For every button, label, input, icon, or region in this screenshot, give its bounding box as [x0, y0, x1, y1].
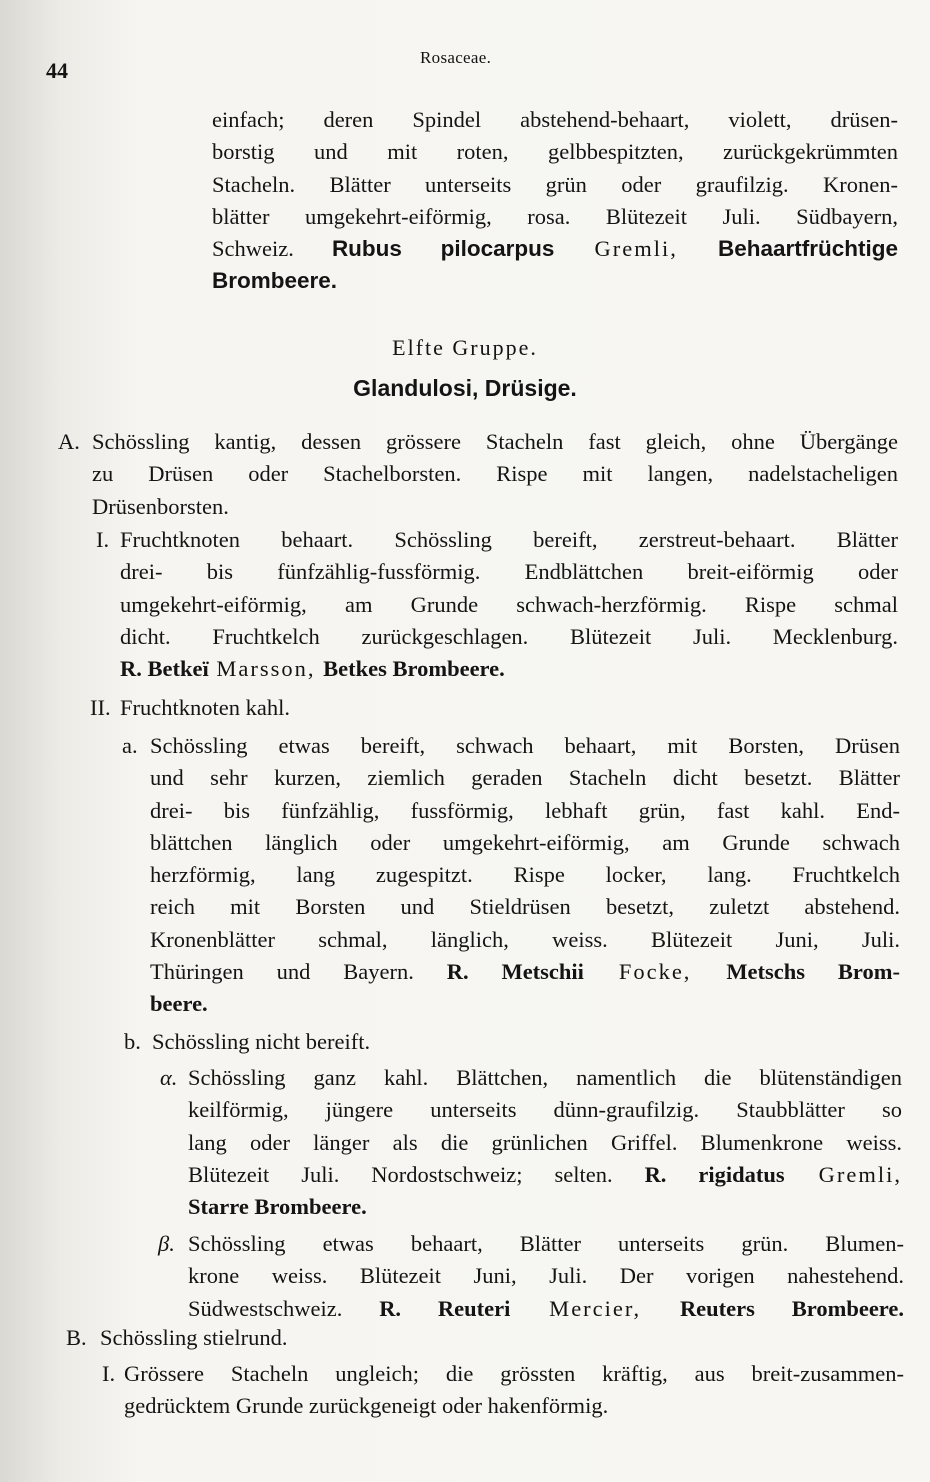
section-label: β. — [158, 1231, 175, 1256]
intro-paragraph — [212, 104, 898, 298]
species-name: R. rigidatus — [644, 1161, 785, 1187]
text-line — [150, 988, 900, 1020]
text-line: und sehr kurzen, ziemlich geraden Stacheln dicht besetzt. Blätter — [150, 765, 900, 791]
section-a-ii-a-paragraph — [150, 730, 900, 1021]
group-title: Elfte Gruppe. — [392, 335, 538, 360]
text-line: Grössere Stacheln ungleich; die grössten kräftig, aus breit-zusammen- — [124, 1361, 904, 1386]
section-a-ii-b-paragraph — [152, 1026, 900, 1058]
text-line: Stacheln. Blätter unterseits grün oder graufilzig. Kronen- — [212, 171, 898, 197]
author-name: Focke, — [583, 959, 727, 985]
text-line: drei- bis fünfzählig-fussförmig. Endblättchen breit-eiförmig oder — [120, 559, 898, 585]
section-label: A. — [58, 429, 80, 454]
common-name: Metschs Brom- — [726, 959, 900, 985]
text-line — [120, 653, 898, 685]
text-line: drei- bis fünfzählig, fussförmig, lebhaft grün, fast kahl. End- — [150, 797, 900, 823]
section-beta-paragraph — [188, 1228, 904, 1325]
species-name: R. Reuteri — [379, 1295, 511, 1321]
common-name: Behaartfrüchtige — [717, 236, 898, 262]
text-line: lang oder länger als die grünlichen Griffel. Blumenkrone weiss. — [188, 1129, 902, 1155]
page-header — [0, 44, 930, 84]
text-line: Südwestschweiz. R. Reuteri Mercier, Reuters Brombeere. — [188, 1295, 904, 1321]
text-line: borstig und mit roten, gelbbespitzten, zurückgekrümmten — [212, 139, 898, 165]
text-line: einfach; deren Spindel abstehend-behaart, violett, drüsen- — [212, 107, 898, 132]
text-line: blättchen länglich oder umgekehrt-eiförmig, am Grunde schwach — [150, 829, 900, 855]
running-head: Rosaceae. — [420, 48, 492, 67]
common-name: Brombeere. — [212, 268, 338, 294]
common-name: Starre Brombeere. — [188, 1194, 367, 1220]
text-line: herzförmig, lang zugespitzt. Rispe locker, lang. Fruchtkelch — [150, 862, 900, 888]
text-line: keilförmig, jüngere unterseits dünn-graufilzig. Staubblätter so — [188, 1097, 902, 1123]
author-name: Marsson, — [208, 656, 324, 682]
common-name: beere. — [150, 991, 208, 1017]
author-name: Mercier, — [510, 1295, 680, 1321]
section-label: α. — [160, 1065, 178, 1090]
text-line: reich mit Borsten und Stieldrüsen besetzt, zuletzt abstehend. — [150, 894, 900, 920]
section-a-paragraph — [92, 426, 898, 523]
common-name: Reuters Brombeere. — [679, 1295, 904, 1321]
text-line: Schössling kantig, dessen grössere Stacheln fast gleich, ohne Übergänge — [92, 429, 898, 454]
group-subtitle: Glandulosi, Drüsige. — [353, 375, 577, 401]
section-a-ii-paragraph — [120, 692, 898, 724]
text-line: blätter umgekehrt-eiförmig, rosa. Blütezeit Juli. Südbayern, — [212, 203, 898, 229]
text-line: Fruchtknoten behaart. Schössling bereift, zerstreut-behaart. Blätter — [120, 527, 898, 552]
text-line: Schössling ganz kahl. Blättchen, namentlich die blütenständigen — [188, 1065, 902, 1090]
common-name: Betkes Brombeere. — [323, 656, 505, 682]
text-line: Schössling etwas behaart, Blätter unterseits grün. Blumen- — [188, 1231, 904, 1256]
section-label: I. — [102, 1361, 116, 1386]
author-name: Gremli, — [554, 236, 718, 262]
text-line: gedrücktem Grunde zurückgeneigt oder hakenförmig. — [124, 1393, 609, 1419]
section-label: I. — [96, 527, 110, 552]
section-a-i-paragraph — [120, 524, 898, 685]
section-alpha-paragraph — [188, 1062, 902, 1223]
author-name: Gremli, — [784, 1161, 902, 1187]
section-label: II. — [90, 695, 111, 720]
text-line: Fruchtknoten kahl. — [120, 695, 290, 720]
species-name: R. Betkeï — [120, 656, 209, 682]
text-line: zu Drüsen oder Stachelborsten. Rispe mit langen, nadelstacheligen — [92, 461, 898, 487]
text-line: Schössling nicht bereift. — [152, 1029, 371, 1054]
text-line: Kronenblätter schmal, länglich, weiss. Blütezeit Juni, Juli. — [150, 926, 900, 952]
species-name: R. Metschii — [446, 959, 584, 985]
section-b-paragraph — [100, 1322, 900, 1354]
section-label: b. — [124, 1029, 141, 1054]
section-b-i-paragraph — [124, 1358, 904, 1423]
section-label: B. — [66, 1325, 87, 1350]
text-line — [212, 265, 898, 297]
page-number: 44 — [46, 58, 68, 83]
text-line: Schössling etwas bereift, schwach behaart, mit Borsten, Drüsen — [150, 733, 900, 758]
text-line: Schössling stielrund. — [100, 1325, 288, 1350]
section-label: a. — [122, 733, 138, 758]
text-line: Schweiz. Rubus pilocarpus Gremli, Behaartfrüchtige — [212, 236, 898, 262]
text-line: Blütezeit Juli. Nordostschweiz; selten. R. rigidatus Gremli, — [188, 1161, 902, 1187]
text-line: umgekehrt-eiförmig, am Grunde schwach-herzförmig. Rispe schmal — [120, 591, 898, 617]
text-line: Drüsenborsten. — [92, 493, 229, 519]
text-line: dicht. Fruchtkelch zurückgeschlagen. Blütezeit Juli. Mecklenburg. — [120, 623, 898, 649]
text-line: Thüringen und Bayern. R. Metschii Focke, Metschs Brom- — [150, 959, 900, 985]
text-line: krone weiss. Blütezeit Juni, Juli. Der vorigen nahestehend. — [188, 1263, 904, 1289]
text-line — [188, 1191, 902, 1223]
species-name: Rubus pilocarpus — [331, 236, 555, 262]
